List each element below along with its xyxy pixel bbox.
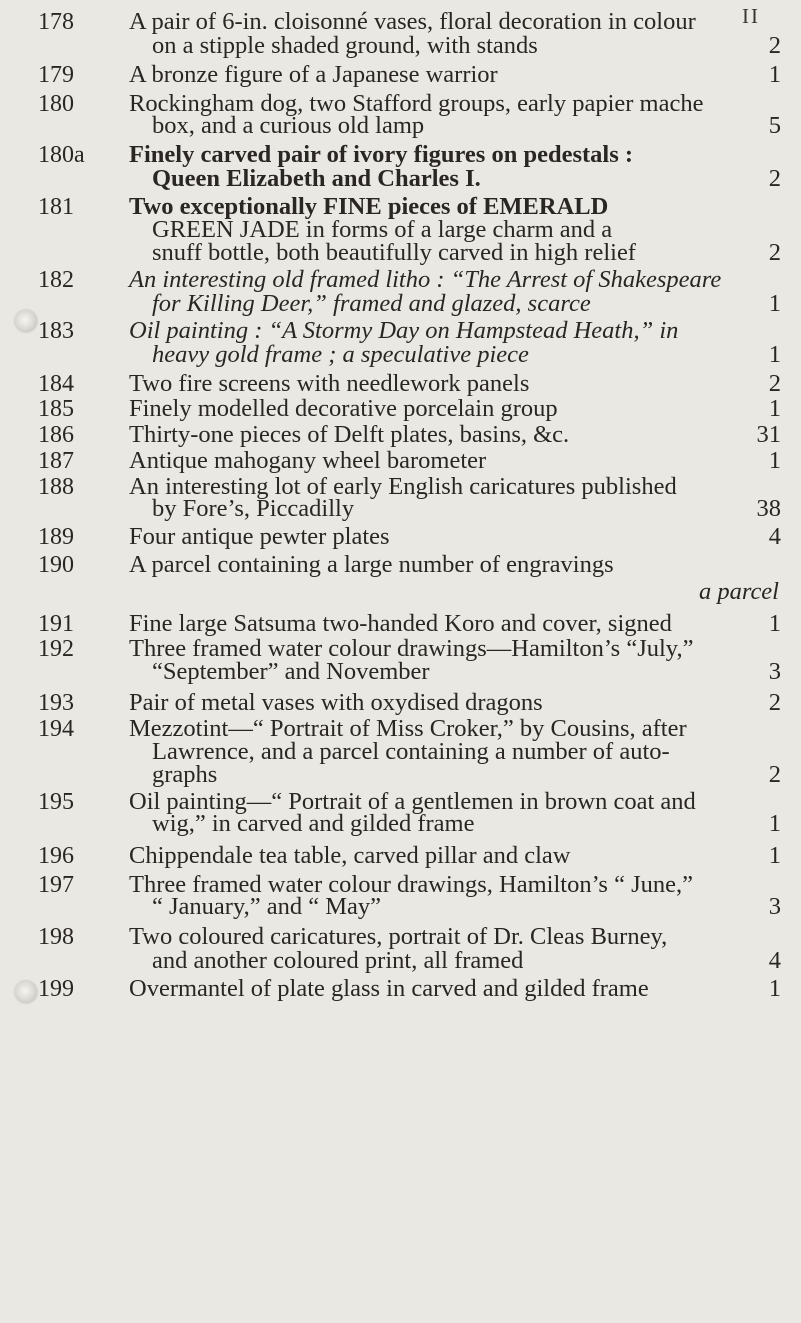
lot-number: 186 — [38, 422, 74, 448]
lot-description-line: Queen Elizabeth and Charles I. — [152, 165, 481, 192]
lot-quantity: 1 — [768, 810, 781, 837]
lot-number: 193 — [38, 690, 74, 716]
lot-number: 199 — [38, 976, 74, 1002]
lot-description-line: GREEN JADE in forms of a large charm and a — [152, 216, 613, 243]
lot-description-line: Two exceptionally FINE pieces of EMERALD — [129, 193, 609, 220]
lot-number: 180a — [38, 142, 85, 168]
lot-number: 180 — [38, 91, 74, 117]
lot-quantity: 1 — [768, 61, 781, 88]
lot-quantity: 2 — [768, 761, 781, 788]
lot-quantity: 3 — [768, 658, 781, 685]
lot-description-line: An interesting lot of early English caricatures published — [129, 473, 677, 500]
lot-description-line: A pair of 6-in. cloisonné vases, floral decoration in colour — [129, 8, 696, 35]
lot-number: 182 — [38, 267, 74, 293]
lot-description-line: on a stipple shaded ground, with stands — [152, 32, 538, 59]
lot-quantity: 1 — [768, 290, 781, 317]
lot-number: 184 — [38, 371, 74, 397]
lot-description-line: graphs — [152, 761, 218, 788]
lot-number: 194 — [38, 716, 74, 742]
lot-description-line: Four antique pewter plates — [129, 523, 390, 550]
lot-number: 189 — [38, 524, 74, 550]
lot-description-line: Fine large Satsuma two-handed Koro and cover, signed — [129, 610, 672, 637]
lot-description-line: Oil painting : “A Stormy Day on Hampstead Heath,” in — [129, 317, 679, 344]
binding-hole-bottom — [15, 981, 37, 1003]
lot-number: 198 — [38, 924, 74, 950]
lot-number: 178 — [38, 9, 74, 35]
lot-description-line: Three framed water colour drawings—Hamilton’s “July,” — [129, 635, 694, 662]
lot-description-line: Three framed water colour drawings, Hamilton’s “ June,” — [129, 871, 693, 898]
lot-description-line: Antique mahogany wheel barometer — [129, 447, 487, 474]
lot-number: 195 — [38, 789, 74, 815]
lot-number: 183 — [38, 318, 74, 344]
lot-description-line: Two fire screens with needlework panels — [129, 370, 530, 397]
lot-description-line: box, and a curious old lamp — [152, 112, 425, 139]
lot-number: 187 — [38, 448, 74, 474]
lot-description-line: snuff bottle, both beautifully carved in high relief — [152, 239, 636, 266]
lot-number: 179 — [38, 62, 74, 88]
lot-number: 190 — [38, 552, 74, 578]
lot-quantity: 4 — [768, 523, 781, 550]
lot-description-line: and another coloured print, all framed — [152, 947, 524, 974]
lot-quantity: 1 — [768, 395, 781, 422]
lot-description-line: Oil painting—“ Portrait of a gentlemen in brown coat and — [129, 788, 696, 815]
lot-description-line: Rockingham dog, two Stafford groups, early papier mache — [129, 90, 704, 117]
lot-description-line: Finely modelled decorative porcelain group — [129, 395, 558, 422]
lot-description-line: for Killing Deer,” framed and glazed, scarce — [152, 290, 591, 317]
lot-description-line: A bronze figure of a Japanese warrior — [129, 61, 498, 88]
lot-quantity: 1 — [768, 975, 781, 1002]
lot-quantity: 5 — [768, 112, 781, 139]
lot-description-line: An interesting old framed litho : “The Arrest of Shakespeare — [129, 266, 722, 293]
page-number: II — [742, 4, 760, 28]
lot-quantity: 2 — [768, 370, 781, 397]
lot-number: 188 — [38, 474, 74, 500]
lot-quantity: 1 — [768, 842, 781, 869]
lot-description-line: Lawrence, and a parcel containing a number of auto- — [152, 738, 670, 765]
lot-description-line: Finely carved pair of ivory figures on pedestals : — [129, 141, 634, 168]
lot-number: 181 — [38, 194, 74, 220]
lot-number: 192 — [38, 636, 74, 662]
lot-description-line: A parcel containing a large number of engravings — [129, 551, 614, 578]
lot-description-line: by Fore’s, Piccadilly — [152, 495, 355, 522]
lot-quantity: 2 — [768, 165, 781, 192]
binding-hole-top — [15, 310, 37, 332]
lot-description-line: Mezzotint—“ Portrait of Miss Croker,” by Cousins, after — [129, 715, 687, 742]
lot-description-line: Two coloured caricatures, portrait of Dr. Cleas Burney, — [129, 923, 668, 950]
lot-quantity: 1 — [768, 610, 781, 637]
lot-description-line: Thirty-one pieces of Delft plates, basins, &c. — [129, 421, 570, 448]
lot-description-line: heavy gold frame ; a speculative piece — [152, 341, 529, 368]
lot-description-line: Chippendale tea table, carved pillar and claw — [129, 842, 571, 869]
lot-number: 185 — [38, 396, 74, 422]
lot-description-line: wig,” in carved and gilded frame — [152, 810, 475, 837]
lot-number: 197 — [38, 872, 74, 898]
lot-quantity: 3 — [768, 893, 781, 920]
lot-description-line: “ January,” and “ May” — [152, 893, 382, 920]
lot-quantity: 2 — [768, 239, 781, 266]
lot-number: 196 — [38, 843, 74, 869]
lot-quantity: 31 — [756, 421, 781, 448]
lot-number: 191 — [38, 611, 74, 637]
lot-quantity: 2 — [768, 32, 781, 59]
lot-quantity: 4 — [768, 947, 781, 974]
lot-description-line: Pair of metal vases with oxydised dragons — [129, 689, 543, 716]
lot-quantity: a parcel — [698, 578, 779, 605]
lot-quantity: 2 — [768, 689, 781, 716]
lot-description-line: “September” and November — [152, 658, 430, 685]
lot-quantity: 1 — [768, 341, 781, 368]
lot-quantity: 1 — [768, 447, 781, 474]
lot-quantity: 38 — [756, 495, 781, 522]
lot-description-line: Overmantel of plate glass in carved and gilded frame — [129, 975, 649, 1002]
